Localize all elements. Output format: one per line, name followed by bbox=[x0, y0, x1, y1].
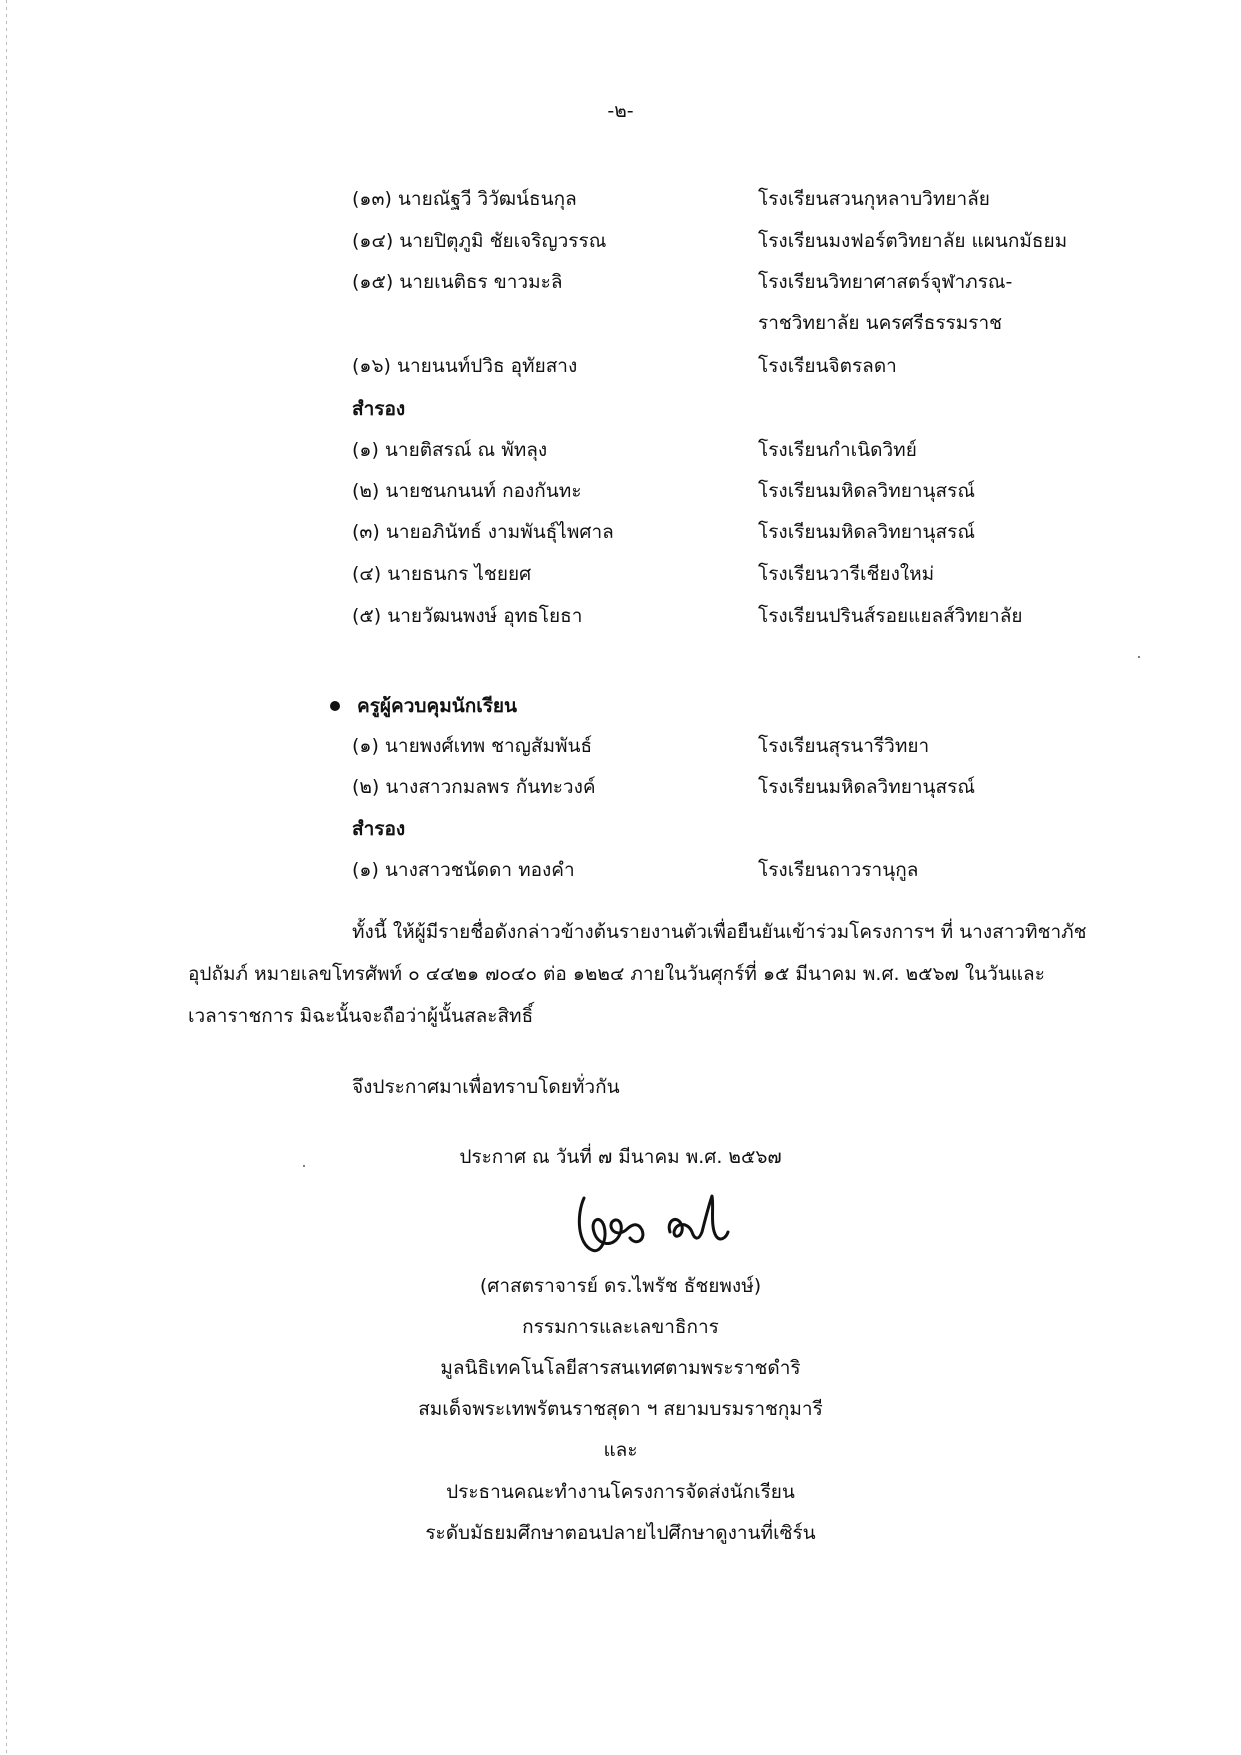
teacher-name: (๒) นางสาวกมลพร กันทะวงค์ bbox=[352, 776, 596, 798]
reserve-name: (๔) นายธนกร ไชยยศ bbox=[352, 563, 532, 585]
participant-school: โรงเรียนวิทยาศาสตร์จุฬาภรณ- bbox=[758, 271, 1013, 293]
signature bbox=[570, 1186, 750, 1266]
participant-name: (๑๖) นายนนท์ปวิธ อุทัยสาง bbox=[352, 355, 578, 377]
teacher-reserve-heading: สำรอง bbox=[352, 818, 406, 840]
reserve-school: โรงเรียนปรินส์รอยแยลส์วิทยาลัย bbox=[758, 605, 1023, 627]
participant-name: (๑๓) นายณัฐวี วิวัฒน์ธนกุล bbox=[352, 188, 577, 210]
signatory-title: ระดับมัธยมศึกษาตอนปลายไปศึกษาดูงานที่เซิร์น bbox=[425, 1522, 816, 1544]
signatory-name: (ศาสตราจารย์ ดร.ไพรัช ธัชยพงษ์) bbox=[479, 1275, 762, 1297]
notice-line: อุปถัมภ์ หมายเลขโทรศัพท์ ๐ ๔๔๒๑ ๗๐๔๐ ต่อ ๑๒๒๔ ภายในวันศุกร์ที่ ๑๕ มีนาคม พ.ศ. ๒๕๖๗ ในวันและ bbox=[188, 963, 1045, 985]
participant-school: โรงเรียนมงฟอร์ตวิทยาลัย แผนกมัธยม bbox=[758, 230, 1068, 252]
participant-school: โรงเรียนจิตรลดา bbox=[758, 355, 897, 377]
reserve-school: โรงเรียนวารีเชียงใหม่ bbox=[758, 563, 935, 585]
participant-school: โรงเรียนสวนกุหลาบวิทยาลัย bbox=[758, 188, 990, 210]
date-line: ประกาศ ณ วันที่ ๗ มีนาคม พ.ศ. ๒๕๖๗ bbox=[459, 1146, 782, 1168]
teachers-heading: ครูผู้ควบคุมนักเรียน bbox=[357, 695, 518, 717]
announcement: จึงประกาศมาเพื่อทราบโดยทั่วกัน bbox=[352, 1076, 620, 1098]
reserve-name: (๑) นายติสรณ์ ณ พัทลุง bbox=[352, 439, 548, 461]
reserve-school: โรงเรียนมหิดลวิทยานุสรณ์ bbox=[758, 521, 975, 543]
reserve-name: (๓) นายอภินัทธ์ งามพันธุ์ไพศาล bbox=[352, 521, 614, 543]
reserve-school: โรงเรียนมหิดลวิทยานุสรณ์ bbox=[758, 480, 975, 502]
participant-name: (๑๕) นายเนติธร ขาวมะลิ bbox=[352, 271, 563, 293]
teacher-name: (๑) นายพงศ์เทพ ชาญสัมพันธ์ bbox=[352, 735, 593, 757]
signatory-title: กรรมการและเลขาธิการ bbox=[522, 1316, 719, 1338]
teacher-school: โรงเรียนสุรนารีวิทยา bbox=[758, 735, 930, 757]
teacher-school: โรงเรียนมหิดลวิทยานุสรณ์ bbox=[758, 776, 975, 798]
notice-line: ทั้งนี้ ให้ผู้มีรายชื่อดังกล่าวข้างต้นรายงานตัวเพื่อยืนยันเข้าร่วมโครงการฯ ที่ นางสาวทิชาภัช bbox=[352, 921, 1087, 943]
teacher-reserve-school: โรงเรียนถาวรานุกูล bbox=[758, 859, 919, 881]
signatory-title: ประธานคณะทำงานโครงการจัดส่งนักเรียน bbox=[446, 1481, 795, 1503]
signatory-title: สมเด็จพระเทพรัตนราชสุดา ฯ สยามบรมราชกุมารี bbox=[418, 1398, 823, 1420]
reserve-name: (๒) นายชนกนนท์ กองกันทะ bbox=[352, 480, 582, 502]
notice-line: เวลาราชการ มิฉะนั้นจะถือว่าผู้นั้นสละสิทธิ์ bbox=[188, 1005, 534, 1027]
teacher-reserve-name: (๑) นางสาวชนัดดา ทองคำ bbox=[352, 859, 575, 881]
reserve-school: โรงเรียนกำเนิดวิทย์ bbox=[758, 439, 917, 461]
reserve-name: (๕) นายวัฒนพงษ์ อุทธโยธา bbox=[352, 605, 583, 627]
participant-name: (๑๔) นายปิตุภูมิ ชัยเจริญวรรณ bbox=[352, 230, 607, 252]
signatory-title: มูลนิธิเทคโนโลยีสารสนเทศตามพระราชดำริ bbox=[440, 1357, 801, 1379]
page-number: -๒- bbox=[607, 100, 634, 122]
bullet-icon bbox=[330, 701, 340, 711]
signatory-title: และ bbox=[603, 1439, 638, 1461]
participant-school-line2: ราชวิทยาลัย นครศรีธรรมราช bbox=[758, 312, 1003, 334]
scan-speck bbox=[1138, 656, 1140, 658]
scan-speck bbox=[303, 1165, 305, 1167]
reserve-heading: สำรอง bbox=[352, 398, 406, 420]
